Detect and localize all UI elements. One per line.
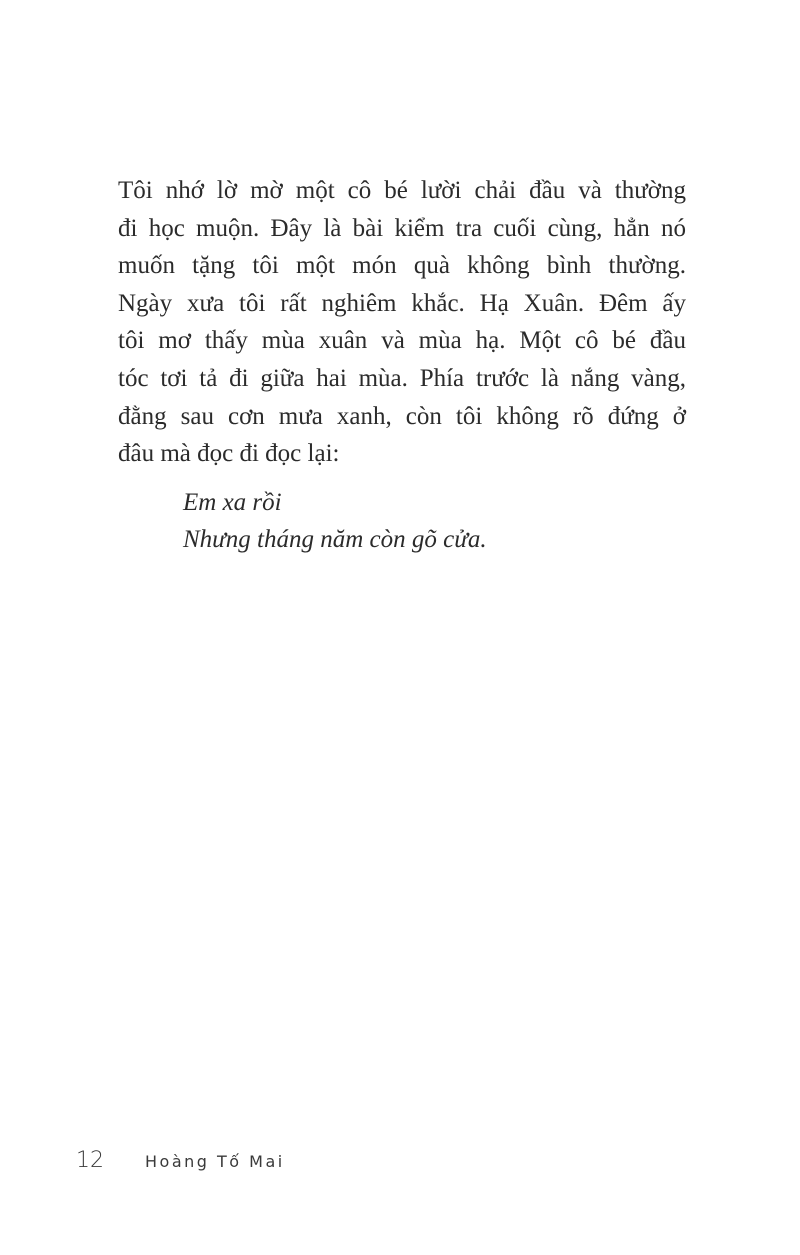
poem-line: Em xa rồi: [183, 489, 282, 516]
body-line: đâu mà đọc đi đọc lại:: [118, 440, 340, 468]
body-line: muốn tặng tôi một món quà không bình thường.: [118, 252, 686, 280]
body-line: đằng sau cơn mưa xanh, còn tôi không rõ đứng ở: [118, 402, 686, 430]
running-author-name: Hoàng Tố Mai: [145, 1152, 285, 1171]
body-line: Tôi nhớ lờ mờ một cô bé lười chải đầu và thường: [118, 177, 686, 204]
poem-line: Nhưng tháng năm còn gõ cửa.: [183, 526, 487, 553]
page-number: 12: [76, 1148, 104, 1173]
body-line: tôi mơ thấy mùa xuân và mùa hạ. Một cô bé đầu: [118, 327, 686, 355]
body-line: đi học muộn. Đây là bài kiểm tra cuối cùng, hẳn nó: [118, 214, 686, 242]
body-line: Ngày xưa tôi rất nghiêm khắc. Hạ Xuân. Đêm ấy: [118, 289, 686, 317]
body-paragraph: [118, 172, 698, 473]
body-line: tóc tơi tả đi giữa hai mùa. Phía trước là nắng vàng,: [118, 364, 686, 392]
poem-quote: [183, 484, 487, 558]
